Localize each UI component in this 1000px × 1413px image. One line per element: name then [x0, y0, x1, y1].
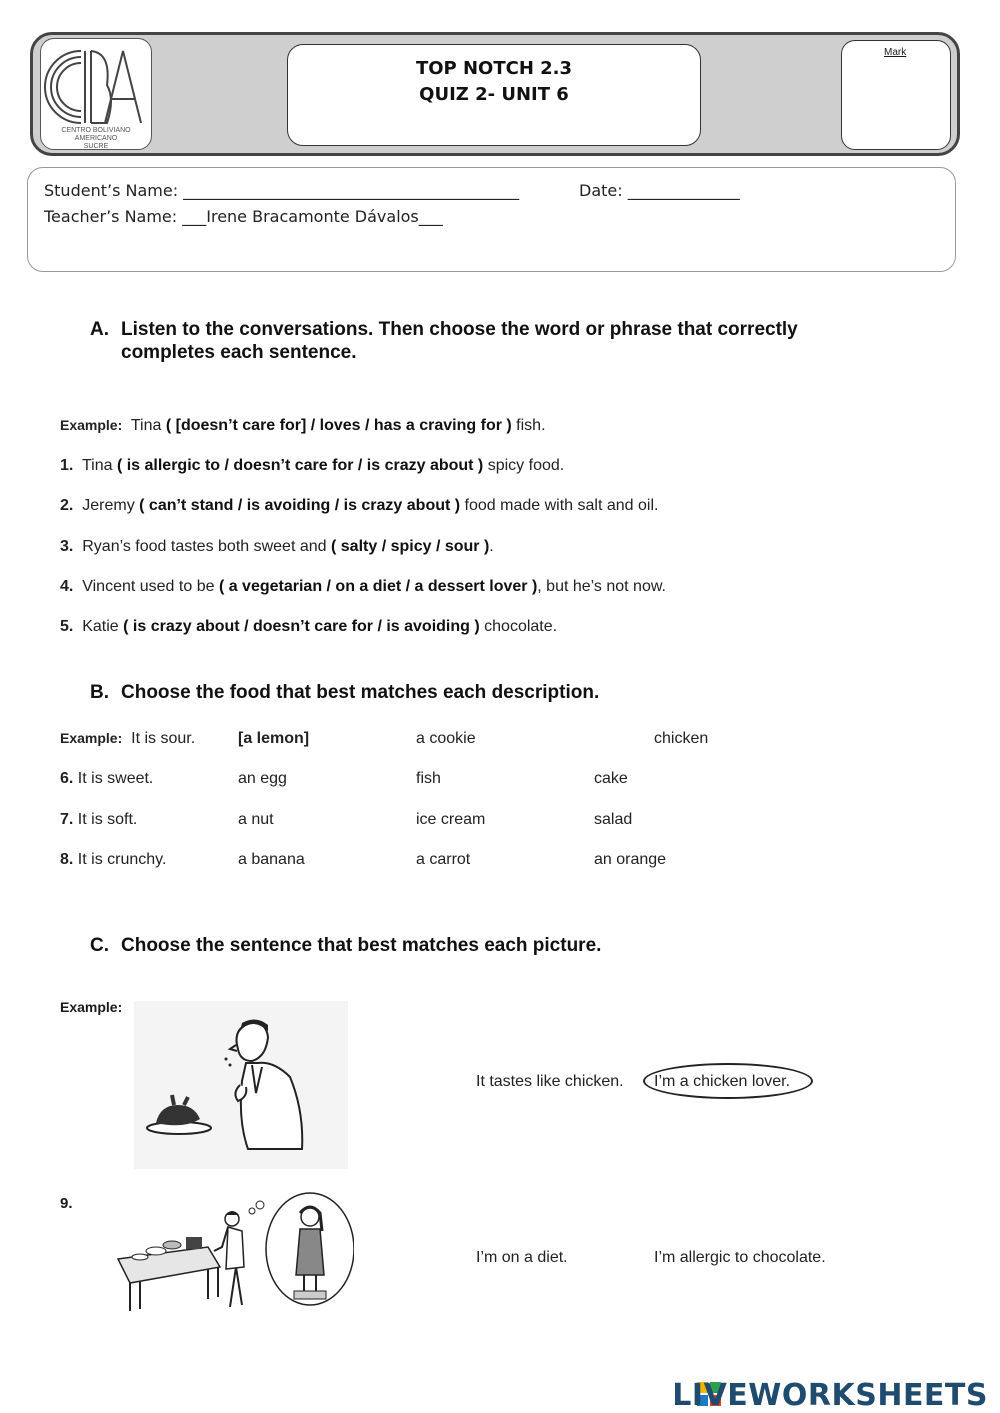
question-7: 7. It is soft. [60, 811, 138, 828]
section-a-title: Listen to the conversations. Then choose the word or phrase that correctly [121, 319, 798, 340]
logo-caption: CENTRO BOLIVIANO AMERICANO SUCRE [61, 127, 131, 150]
section-a-example: Example: Tina ( [doesn’t care for] / loves / has a craving for ) fish. [60, 417, 546, 434]
question-9-picture [110, 1187, 354, 1317]
q9-option-2[interactable]: I’m allergic to chocolate. [654, 1249, 826, 1266]
q7-option-1[interactable]: a nut [238, 811, 274, 828]
section-b-example: Example: It is sour. [60, 730, 196, 747]
man-with-chicken-icon [134, 1001, 348, 1169]
section-c-title: Choose the sentence that best matches each picture. [121, 935, 602, 956]
section-b-letter: B. [90, 682, 109, 703]
teacher-name: Teacher’s Name: ___Irene Bracamonte Dávalos___ [44, 207, 443, 226]
q8-option-3[interactable]: an orange [594, 851, 667, 868]
mark-label: Mark [884, 47, 907, 58]
section-b-title: Choose the food that best matches each description. [121, 682, 600, 703]
q6-option-1[interactable]: an egg [238, 770, 287, 787]
woman-dessert-table-icon [110, 1187, 354, 1317]
liveworksheets-brand[interactable]: LIVEWORKSHEETS [672, 1378, 988, 1413]
example-sentence-2: I’m a chicken lover. [654, 1073, 791, 1090]
question-8: 8. It is crunchy. [60, 851, 167, 868]
answer-choices-1[interactable]: ( is allergic to / doesn’t care for / is crazy about ) [116, 457, 484, 474]
quiz-subtitle: QUIZ 2- UNIT 6 [419, 84, 569, 105]
q7-option-2[interactable]: ice cream [416, 811, 486, 828]
question-2: 2. Jeremy ( can’t stand / is avoiding / is crazy about ) food made with salt and oil. [60, 497, 659, 514]
section-c-letter: C. [90, 935, 109, 956]
question-9-number: 9. [60, 1195, 73, 1212]
question-4: 4. Vincent used to be ( a vegetarian / on a diet / a dessert lover ), but he’s not now. [60, 578, 666, 595]
question-5: 5. Katie ( is crazy about / doesn’t care for / is avoiding ) chocolate. [60, 618, 558, 635]
question-1: 1. Tina ( is allergic to / doesn’t care for / is crazy about ) spicy food. [60, 457, 565, 474]
q6-option-2[interactable]: fish [416, 770, 441, 787]
student-name-field[interactable]: Student’s Name: __________________________________________ [44, 181, 520, 200]
example-picture [134, 1001, 348, 1169]
example-option-3: chicken [654, 730, 709, 747]
q8-option-2[interactable]: a carrot [416, 851, 471, 868]
example-option-2: a cookie [416, 730, 476, 747]
q9-option-1[interactable]: I’m on a diet. [476, 1249, 568, 1266]
example-sentence-1: It tastes like chicken. [476, 1073, 624, 1090]
section-c-example-label: Example: [60, 999, 123, 1015]
question-3: 3. Ryan’s food tastes both sweet and ( salty / spicy / sour ). [60, 538, 494, 555]
question-6: 6. It is sweet. [60, 770, 154, 787]
answer-choices-4[interactable]: ( a vegetarian / on a diet / a dessert lover ) [218, 578, 538, 595]
answer-choices-5[interactable]: ( is crazy about / doesn’t care for / is avoiding ) [123, 618, 480, 635]
answer-choices-3[interactable]: ( salty / spicy / sour ) [331, 538, 490, 555]
section-a-title-cont: completes each sentence. [121, 342, 357, 363]
answer-choices-2[interactable]: ( can’t stand / is avoiding / is crazy about ) [139, 497, 461, 514]
quiz-title: TOP NOTCH 2.3 [415, 58, 573, 79]
example-answer: [a lemon] [238, 730, 310, 747]
q6-option-3[interactable]: cake [594, 770, 628, 787]
date-field[interactable]: Date: ______________ [579, 181, 740, 200]
school-logo [40, 38, 152, 150]
section-a-letter: A. [90, 319, 109, 340]
q8-option-1[interactable]: a banana [238, 851, 305, 868]
q7-option-3[interactable]: salad [594, 811, 633, 828]
